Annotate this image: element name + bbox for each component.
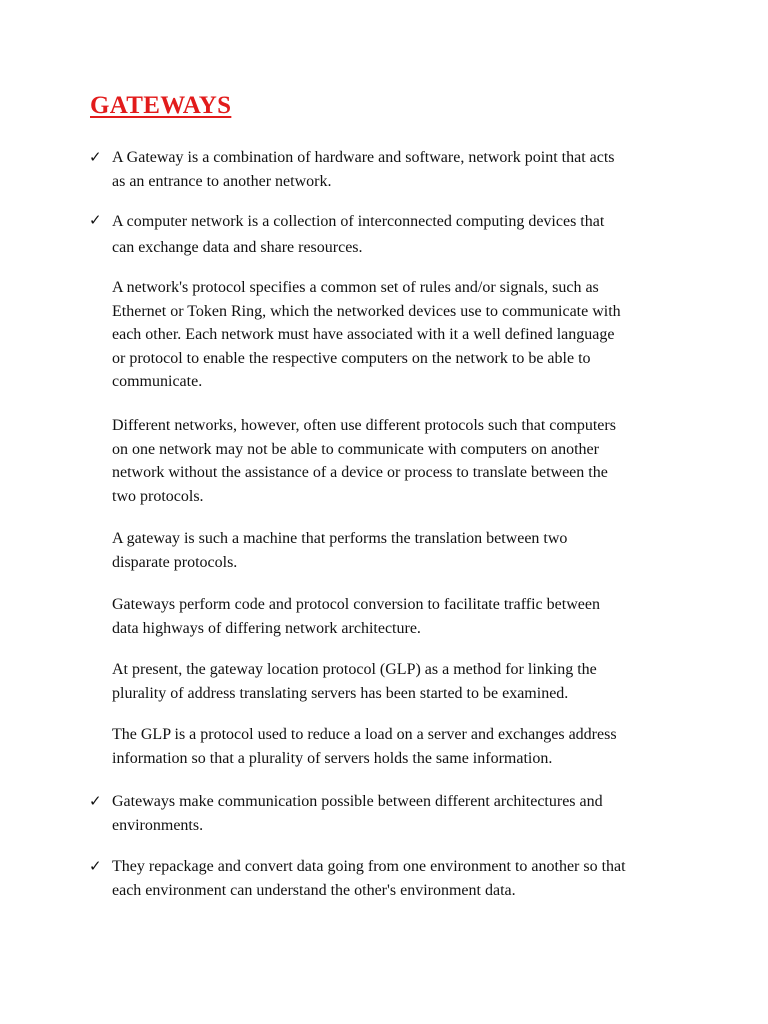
text-line: Gateways perform code and protocol conversion to facilitate traffic between xyxy=(112,596,600,613)
paragraph-gateway-machine xyxy=(112,527,712,574)
checkmark-icon: ✓ xyxy=(89,792,102,810)
text-line: They repackage and convert data going from one environment to another so that xyxy=(112,858,626,875)
text-line: network without the assistance of a device or process to translate between the xyxy=(112,464,608,481)
text-line: as an entrance to another network. xyxy=(112,172,332,190)
text-line: A computer network is a collection of interconnected computing devices that xyxy=(112,213,605,230)
text-line: environments. xyxy=(112,816,204,834)
text-line: At present, the gateway location protocol (GLP) as a method for linking the xyxy=(112,661,597,678)
text-line: two protocols. xyxy=(112,487,204,505)
text-line: information so that a plurality of servers holds the same information. xyxy=(112,749,553,767)
text-line: disparate protocols. xyxy=(112,553,238,571)
paragraph-gateway-definition xyxy=(112,146,712,193)
text-line: on one network may not be able to communicate with computers on another xyxy=(112,440,599,458)
page-title: GATEWAYS xyxy=(90,92,232,119)
text-line: The GLP is a protocol used to reduce a load on a server and exchanges address xyxy=(112,726,617,743)
text-line: each environment can understand the other's environment data. xyxy=(112,881,516,899)
text-line: Gateways make communication possible between different architectures and xyxy=(112,793,603,810)
paragraph-repackage-data xyxy=(112,855,712,902)
text-line: Different networks, however, often use different protocols such that computers xyxy=(112,417,616,434)
paragraph-different-networks xyxy=(112,414,712,508)
text-line: data highways of differing network architecture. xyxy=(112,619,421,637)
checkmark-icon: ✓ xyxy=(89,148,102,166)
paragraph-network-protocol xyxy=(112,276,712,394)
text-line: can exchange data and share resources. xyxy=(112,239,363,256)
text-line: plurality of address translating servers has been started to be examined. xyxy=(112,684,569,702)
checkmark-icon: ✓ xyxy=(89,211,102,229)
paragraph-glp-method xyxy=(112,658,712,705)
text-line: Ethernet or Token Ring, which the networked devices use to communicate with xyxy=(112,302,621,320)
text-line: A Gateway is a combination of hardware and software, network point that acts xyxy=(112,149,615,166)
text-line: each other. Each network must have associated with it a well defined language xyxy=(112,326,615,343)
checkmark-icon: ✓ xyxy=(89,857,102,875)
paragraph-glp-definition xyxy=(112,723,712,770)
text-line: or protocol to enable the respective computers on the network to be able to xyxy=(112,349,591,367)
text-line: A gateway is such a machine that performs the translation between two xyxy=(112,530,568,547)
text-line: A network's protocol specifies a common set of rules and/or signals, such as xyxy=(112,279,599,296)
paragraph-communication-possible xyxy=(112,790,712,837)
paragraph-computer-network xyxy=(112,209,712,261)
paragraph-protocol-conversion xyxy=(112,593,712,640)
text-line: communicate. xyxy=(112,373,203,390)
